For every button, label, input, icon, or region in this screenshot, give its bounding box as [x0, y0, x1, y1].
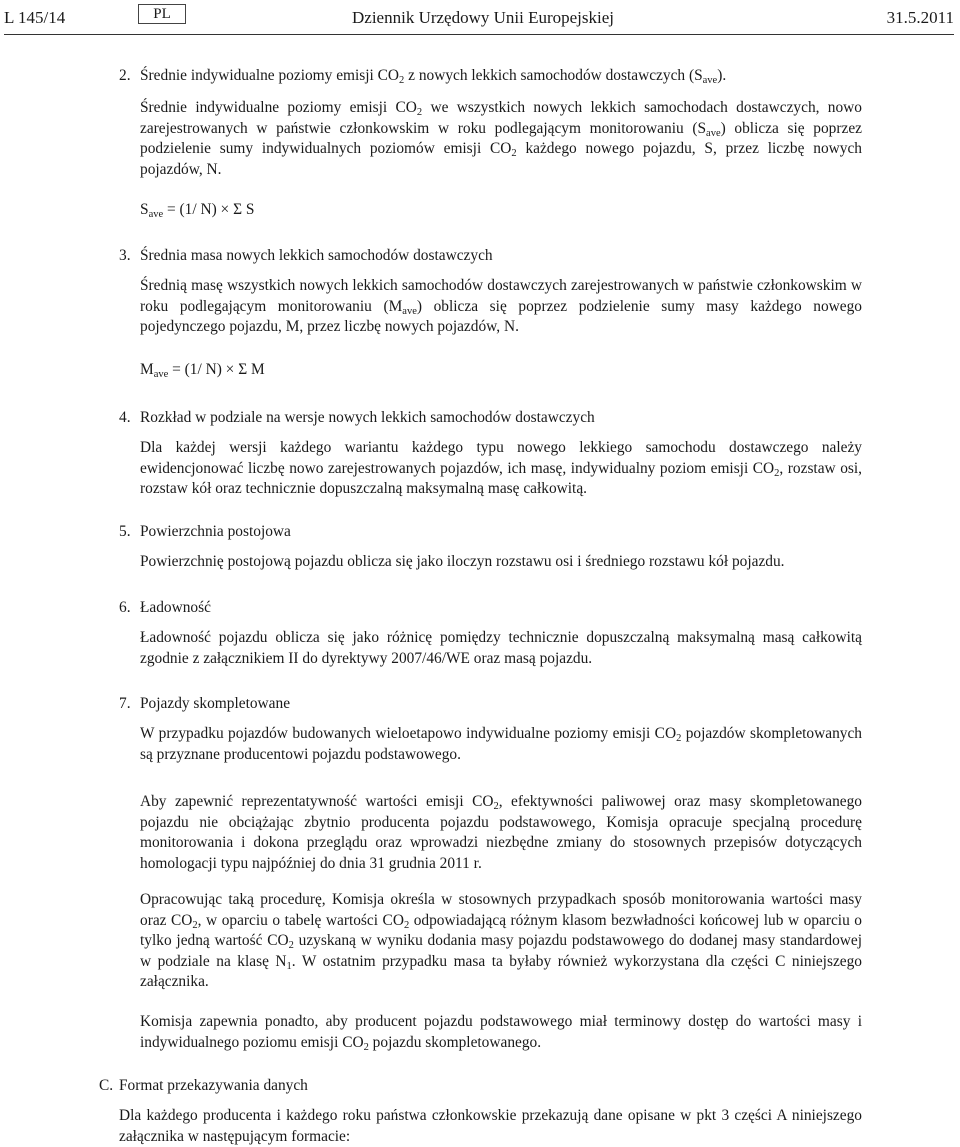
part-c-title: Format przekazywania danych	[119, 1077, 308, 1094]
section-4-number: 4.	[119, 409, 131, 426]
section-6-title: Ładowność	[140, 599, 211, 616]
section-3-paragraph: Średnią masę wszystkich nowych lekkich samochodów dostawczych zarejestrowanych w państwie członkowskim w roku podlegającym monitorowaniu $(M_{ave})$ oblicza się poprzez podzielenie sumy masy każdego nowego pojedynczego pojazdu, M, przez liczbę nowych pojazdów, N.	[140, 277, 863, 335]
part-c-paragraph: Dla każdego producenta i każdego roku państwa członkowskie przekazują dane opisane w pkt 3 części A niniejszego załącznika w następującym formacie:	[119, 1107, 862, 1145]
journal-title: Dziennik Urzędowy Unii Europejskiej	[352, 8, 615, 27]
section-2-paragraph: Średnie indywidualne poziomy emisji $CO_2$ we wszystkich nowych lekkich samochodach dostawczych, nowo zarejestrowanych w państwie członkowskim w roku podlegającym monitorowaniu $(S_{ave})$ oblicza się poprzez podzielenie sumy indywidualnych poziomów emisji $CO_2$ każdego nowego pojazdu, S, przez liczbę nowych pojazdów, N.	[140, 99, 862, 178]
section-7-paragraph-2: Aby zapewnić reprezentatywność wartości emisji $CO_2$, efektywności paliwowej oraz masy skompletowanego pojazdu nie obciążając zbytnio producenta pojazdu podstawowego, Komisja opracuje specjalną procedurę monitorowania i dokona przeglądu oraz wprowadzi niezbędne zmiany do stosownych przepisów dotyczących homologacji typu najpóźniej do dnia 31 grudnia 2011 r.	[140, 793, 862, 872]
section-7-title: Pojazdy skompletowane	[140, 695, 291, 712]
section-5-number: 5.	[119, 523, 131, 540]
section-7-paragraph-1: W przypadku pojazdów budowanych wieloetapowo indywidualne poziomy emisji $CO_2$ pojazdów skompletowanych są przyznane producentowi pojazdu podstawowego.	[140, 725, 862, 763]
section-5-title: Powierzchnia postojowa	[140, 523, 291, 540]
section-5-paragraph: Powierzchnię postojową pojazdu oblicza się jako iloczyn rozstawu osi i średniego rozstawu kół pojazdu.	[140, 553, 785, 570]
section-2-formula: $S_{ave} = (1/$ N) × Σ S	[140, 201, 255, 220]
section-3-number: 3.	[119, 247, 131, 264]
section-2-number: 2.	[119, 67, 131, 84]
section-3-title: Średnia masa nowych lekkich samochodów dostawczych	[140, 247, 493, 264]
section-7-paragraph-4: Komisja zapewnia ponadto, aby producent pojazdu podstawowego miał terminowy dostęp do wartości masy i indywidualnego poziomu emisji $CO_2$ pojazdu skompletowanego.	[140, 1013, 862, 1053]
section-3-formula: $M_{ave} = (1/$ N) × Σ M	[140, 361, 265, 380]
section-6-number: 6.	[119, 599, 131, 616]
part-c-number: C.	[99, 1077, 114, 1094]
section-6-paragraph: Ładowność pojazdu oblicza się jako różnicę pomiędzy technicznie dopuszczalną maksymalną masą całkowitą zgodnie z załącznikiem II do dyrektywy 2007/46/WE oraz masą pojazdu.	[140, 629, 862, 667]
section-4-paragraph: Dla każdej wersji każdego wariantu każdego typu nowego lekkiego samochodu dostawczego należy ewidencjonować liczbę nowo zarejestrowanych pojazdów, ich masę, indywidualny poziom emisji $CO_2$, rozstaw osi, rozstaw kół oraz technicznie dopuszczalną maksymalną masę całkowitą.	[140, 439, 862, 497]
page-reference: L 145/14	[4, 8, 66, 27]
page-header	[4, 4, 954, 35]
publication-date: 31.5.2011	[886, 8, 954, 27]
language-badge: PL	[138, 4, 186, 24]
section-4-title: Rozkład w podziale na wersje nowych lekkich samochodów dostawczych	[140, 409, 595, 426]
section-2-title: Średnie indywidualne poziomy emisji $CO_2$ z nowych lekkich samochodów dostawczych $(S_{ave})$.	[140, 67, 727, 86]
section-7-number: 7.	[119, 695, 131, 712]
section-7-paragraph-3: Opracowując taką procedurę, Komisja określa w stosownych przypadkach sposób monitorowania wartości masy oraz $CO_2$, w oparciu o tabelę wartości $CO_2$ odpowiadającą różnym klasom bezwładności końcowej lub w oparciu o tylko jedną wartość $CO_2$ uzyskaną w wyniku dodania masy pojazdu podstawowego do dodanej masy standardowej w podziale na klasę $N_1$. W ostatnim przypadku masa ta byłaby również wykorzystana dla części C niniejszego załącznika.	[140, 891, 863, 990]
